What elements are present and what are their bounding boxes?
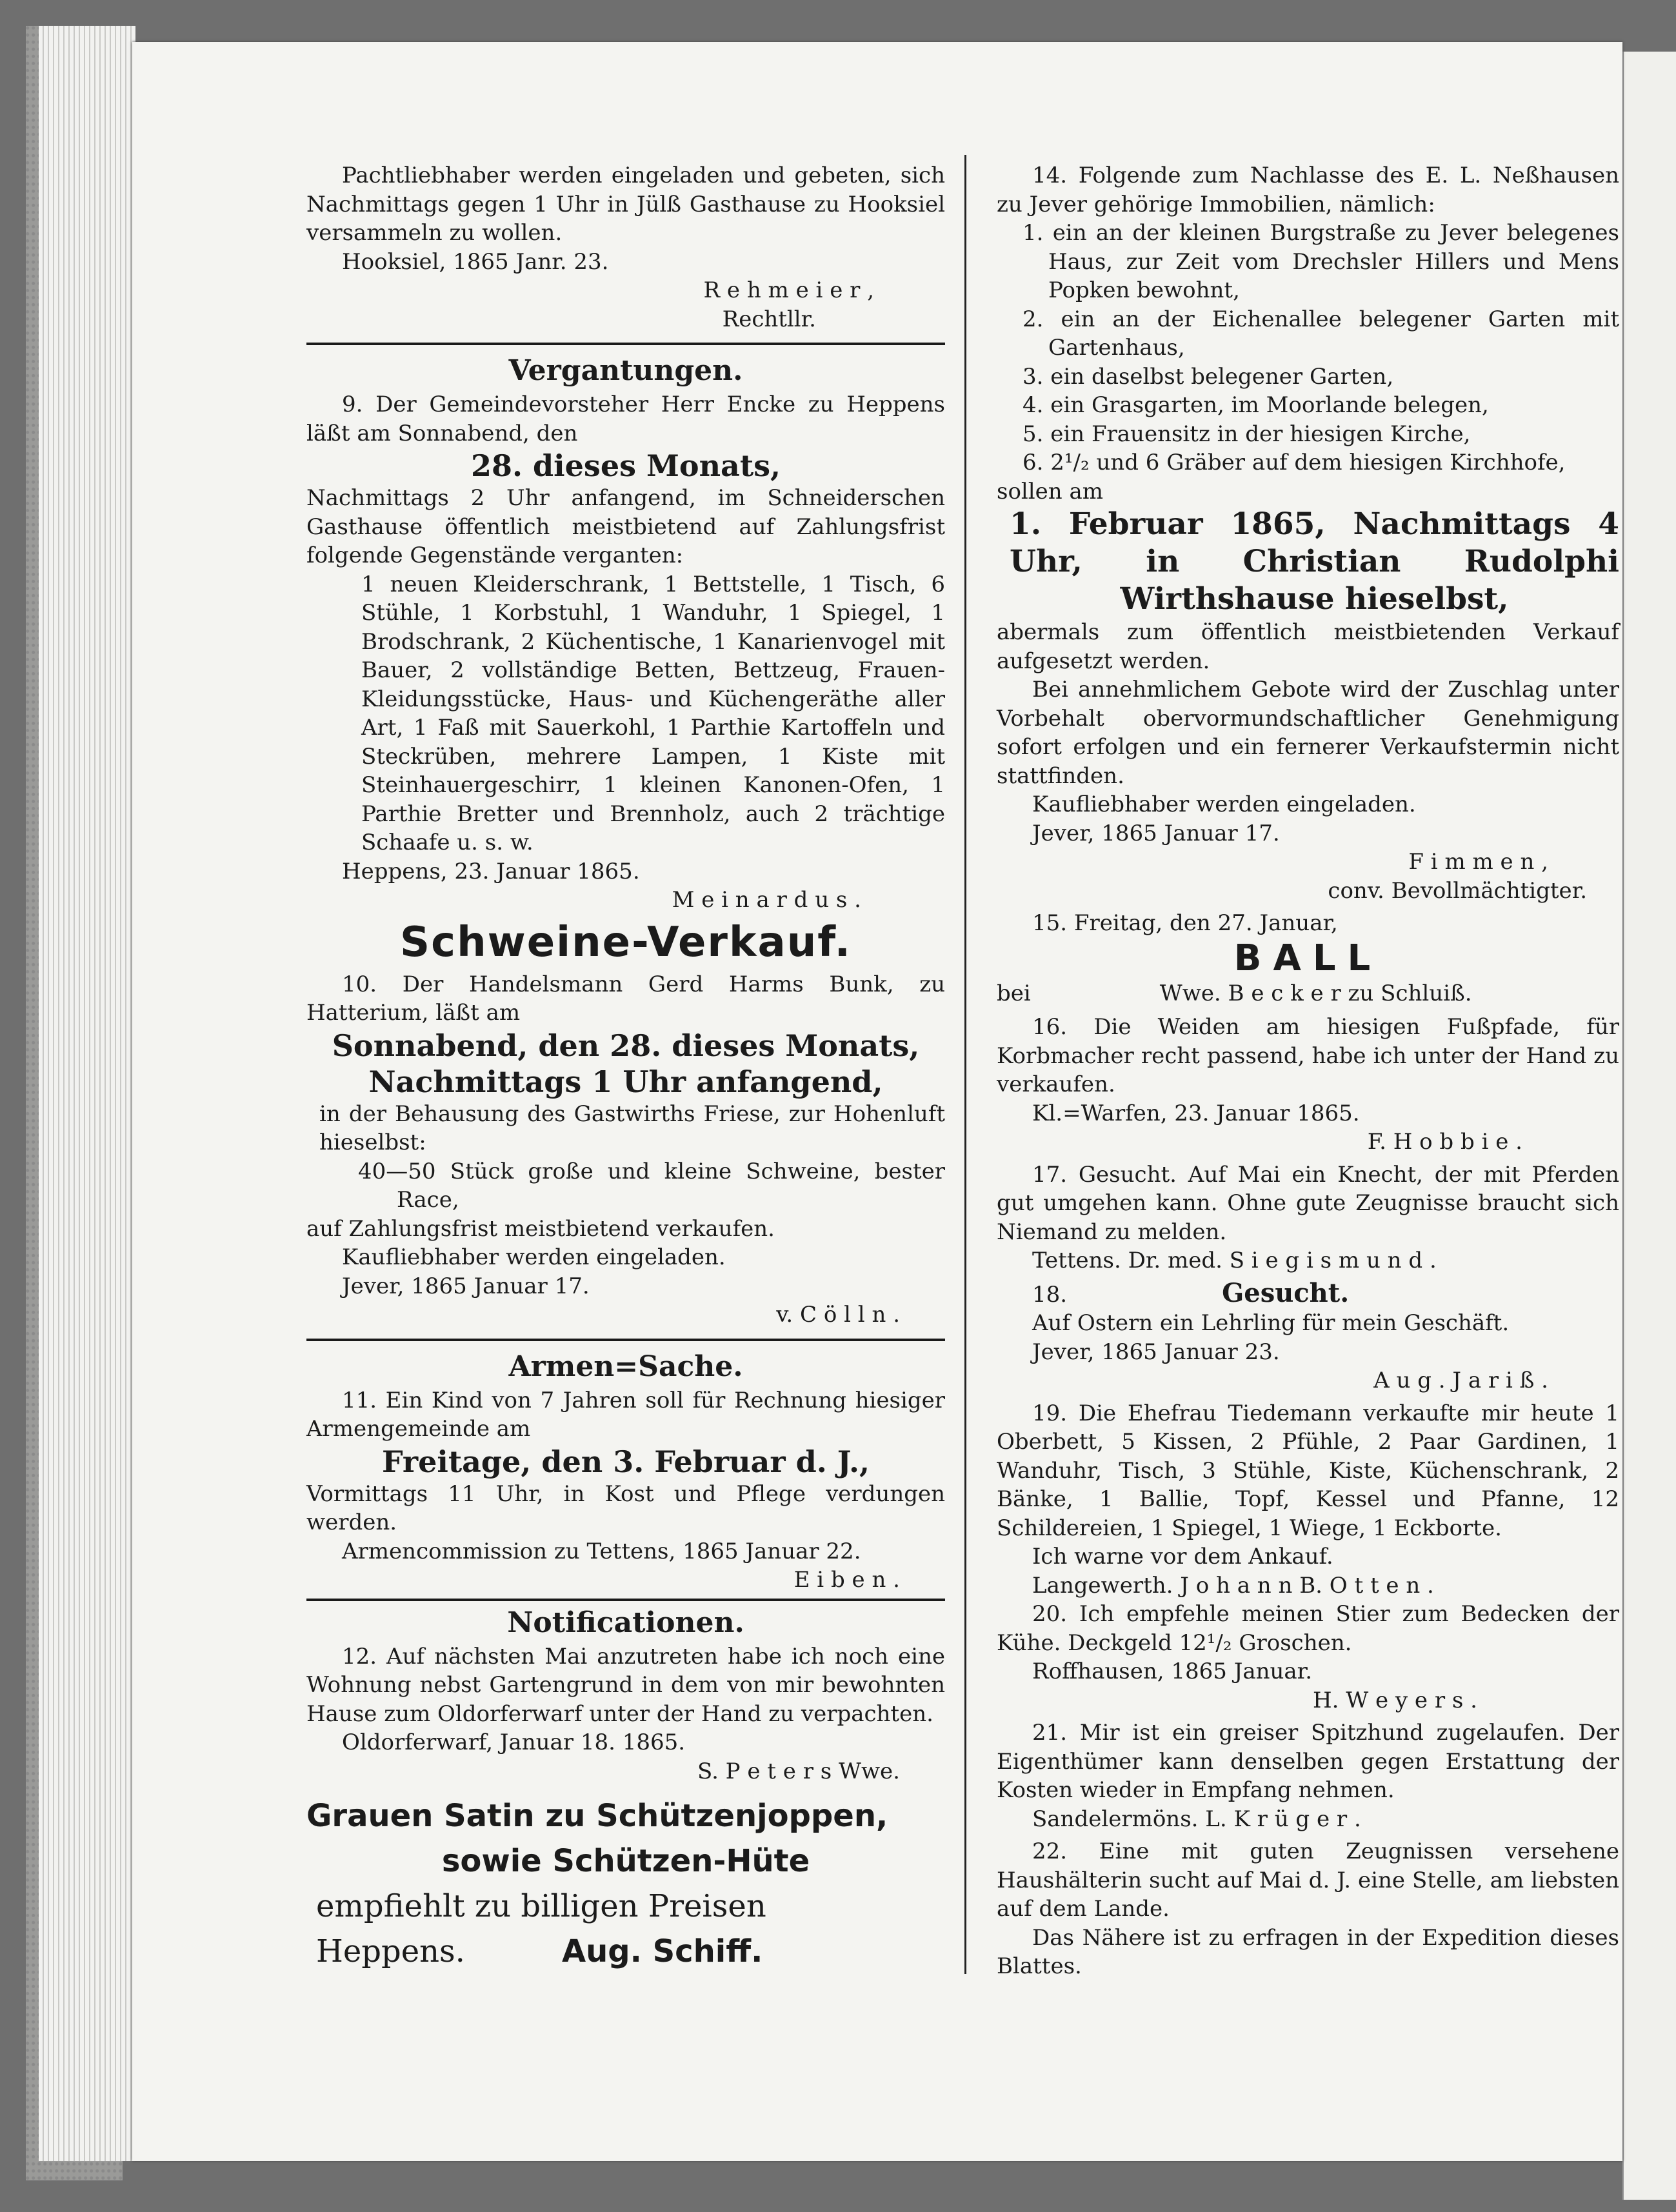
item21-place: Sandelermöns. L. K r ü g e r .: [1032, 1806, 1361, 1832]
ad-line-2: sowie Schützen-Hüte: [441, 1843, 810, 1879]
item19-place: Langewerth. J o h a n n B. O t t e n .: [1032, 1572, 1434, 1599]
notif-place: Oldorferwarf, Januar 18. 1865.: [342, 1729, 686, 1755]
item15-line: [997, 979, 1619, 1008]
item22-text-2: Das Nähere ist zu erfragen in der Expedition dieses Blattes.: [997, 1924, 1619, 1979]
vergantungen-items: 1 neuen Kleiderschrank, 1 Bettstelle, 1 Tisch, 6 Stühle, 1 Korbstuhl, 1 Wanduhr, 1 Spiegel, 1 Brodschrank, 2 Küchentische, 1 Kanarienvogel mit Bauer, 2 vollständige Betten, Bettzeug, Frauen-Kleidungsstücke, Haus- und Küchengeräthe aller Art, 1 Faß mit Sauerkohl, 1 Parthie Kartoffeln und Steckrüben, mehrere Lampen, 1 Kiste mit Steinhauergeschirr, 1 kleinen Kanonen-Ofen, 1 Parthie Bretter und Brennholz, auch 2 trächtige Schaafe u. s. w.: [361, 571, 945, 855]
list-item: 5. ein Frauensitz in der hiesigen Kirche,: [1023, 421, 1471, 447]
item14-sign-title: conv. Bevollmächtigter.: [1328, 877, 1587, 904]
item14-text-2: abermals zum öffentlich meistbietenden Verkauf aufgesetzt werden.: [997, 619, 1619, 674]
item19-text: 19. Die Ehefrau Tiedemann verkaufte mir heute 1 Oberbett, 5 Kissen, 2 Pfühle, 2 Paar Gardinen, 1 Wanduhr, Tisch, 3 Stühle, Kiste, Küchenschrank, 2 Bänke, 1 Ballie, Topf, Kessel und Pfanne, 12 Schildereien, 1 Spiegel, 1 Wiege, 1 Eckborte.: [997, 1400, 1619, 1541]
item16-text: 16. Die Weiden am hiesigen Fußpfade, für Korbmacher recht passend, habe ich unter der Hand zu verkaufen.: [997, 1014, 1619, 1097]
section-rule: [306, 343, 945, 345]
left-column: [306, 161, 945, 1974]
item21-text: 21. Mir ist ein greiser Spitzhund zugelaufen. Der Eigenthümer kann denselben gegen Erstattung der Kosten wieder in Empfang nehmen.: [997, 1720, 1619, 1803]
list-item: 2. ein an der Eichenallee belegener Garten mit Gartenhaus,: [1023, 306, 1619, 361]
vergantungen-text-2: Nachmittags 2 Uhr anfangend, im Schneiderschen Gasthause öffentlich meistbietend auf Zahlungsfrist folgende Gegenstände verganten:: [306, 485, 945, 568]
item14-sign: F i m m e n ,: [1408, 849, 1548, 875]
vergantungen-date: 28. dieses Monats,: [470, 448, 781, 483]
schweine-text: 10. Der Handelsmann Gerd Harms Bunk, zu Hatterium, läßt am: [306, 971, 945, 1026]
list-item: 1. ein an der kleinen Burgstraße zu Jever belegenes Haus, zur Zeit vom Drechsler Hillers und Mens Popken bewohnt,: [1023, 220, 1619, 303]
item20-place: Roffhausen, 1865 Januar.: [1032, 1659, 1312, 1684]
notif-text: 12. Auf nächsten Mai anzutreten habe ich noch eine Wohnung nebst Gartengrund in dem von mir bewohnten Hause zum Oldorferwarf unter der Hand zu verpachten.: [306, 1643, 945, 1727]
list-item: 4. ein Grasgarten, im Moorlande belegen,: [1023, 392, 1489, 418]
armen-date: Freitage, den 3. Februar d. J.,: [382, 1444, 870, 1479]
item19-text-2: Ich warne vor dem Ankauf.: [1032, 1544, 1333, 1569]
page-stack-edge: [39, 26, 135, 2161]
item15-text: 15. Freitag, den 27. Januar,: [1032, 910, 1338, 936]
ad-place-line: [306, 1929, 945, 1974]
item18-heading: Gesucht.: [1222, 1277, 1350, 1308]
item15-bei: bei: [997, 980, 1031, 1006]
item16-place: Kl.=Warfen, 23. Januar 1865.: [1032, 1100, 1360, 1126]
item18-number: 18.: [1032, 1281, 1068, 1308]
schweine-sign: v. C ö l l n .: [776, 1302, 900, 1328]
item15-host: Wwe. B e c k e r zu Schluiß.: [1159, 980, 1472, 1006]
list-item: 6. 2¹/₂ und 6 Gräber auf dem hiesigen Kirchhofe,: [1023, 450, 1566, 475]
armen-text: 11. Ein Kind von 7 Jahren soll für Rechnung hiesiger Armengemeinde am: [306, 1387, 945, 1442]
item14-text: 14. Folgende zum Nachlasse des E. L. Neßhausen zu Jever gehörige Immobilien, nämlich:: [997, 163, 1619, 217]
item17-text: 17. Gesucht. Auf Mai ein Knecht, der mit Pferden gut umgehen kann. Ohne gute Zeugnisse braucht sich Niemand zu melden.: [997, 1161, 1619, 1245]
item18-place: Jever, 1865 Januar 23.: [1032, 1339, 1280, 1365]
intro-place: Hooksiel, 1865 Janr. 23.: [342, 248, 609, 275]
ball-heading: BALL: [1233, 937, 1382, 979]
intro-sign: R e h m e i e r ,: [703, 277, 874, 303]
schweine-text-2: in der Behausung des Gastwirths Friese, zur Hohenluft hieselbst:: [319, 1101, 945, 1155]
next-page-edge: [1622, 52, 1676, 2200]
intro-sign-title: Rechtllr.: [722, 306, 816, 332]
schweine-date-2: Nachmittags 1 Uhr anfangend,: [368, 1064, 883, 1099]
item16-sign: F. H o b b i e .: [1367, 1129, 1522, 1155]
schiff-advertisement: [306, 1793, 945, 1974]
item14-list: [997, 219, 1619, 477]
item18-sign: A u g . J a r i ß .: [1373, 1368, 1548, 1393]
section-rule: [306, 1339, 945, 1341]
ad-sign: Aug. Schiff.: [561, 1933, 763, 1969]
notif-sign: S. P e t e r s Wwe.: [697, 1758, 900, 1784]
schweine-text-4: Kaufliebhaber werden eingeladen.: [342, 1244, 726, 1270]
schweine-items: 40—50 Stück große und kleine Schweine, bester Race,: [358, 1158, 945, 1213]
item17-place: Tettens. Dr. med. S i e g i s m u n d .: [1032, 1248, 1437, 1273]
ad-place: Heppens.: [316, 1933, 465, 1969]
armen-place: Armencommission zu Tettens, 1865 Januar 22.: [342, 1538, 861, 1564]
ad-line-1: Grauen Satin zu Schützenjoppen,: [306, 1798, 888, 1834]
item18-text: Auf Ostern ein Lehrling für mein Geschäft.: [1032, 1310, 1510, 1336]
schweine-place: Jever, 1865 Januar 17.: [342, 1273, 590, 1299]
vergantungen-place: Heppens, 23. Januar 1865.: [342, 858, 640, 884]
notif-heading: Notificationen.: [507, 1606, 744, 1639]
list-item: 3. ein daselbst belegener Garten,: [1023, 363, 1394, 390]
armen-sign: E i b e n .: [793, 1567, 900, 1593]
vergantungen-heading: Vergantungen.: [508, 354, 743, 387]
schweine-heading: Schweine-Verkauf.: [400, 918, 852, 966]
item18-heading-line: [997, 1279, 1619, 1310]
section-rule: [306, 1599, 945, 1601]
item14-place: Jever, 1865 Januar 17.: [1032, 820, 1280, 846]
item14-date: 1. Februar 1865, Nachmittags 4 Uhr, in Christian Rudolphi Wirthshause hieselbst,: [1010, 506, 1619, 617]
item20-sign: H. W e y e r s .: [1312, 1687, 1477, 1713]
schweine-date-1: Sonnabend, den 28. dieses Monats,: [332, 1028, 920, 1063]
item14-text-4: Kaufliebhaber werden eingeladen.: [1032, 792, 1416, 817]
schweine-text-3: auf Zahlungsfrist meistbietend verkaufen.: [306, 1215, 775, 1242]
item20-text: 20. Ich empfehle meinen Stier zum Bedecken der Kühe. Deckgeld 12¹/₂ Groschen.: [997, 1601, 1619, 1656]
armen-text-2: Vormittags 11 Uhr, in Kost und Pflege verdungen werden.: [306, 1480, 945, 1535]
item14-sollen: sollen am: [997, 478, 1104, 504]
column-divider: [964, 155, 966, 1974]
intro-text: Pachtliebhaber werden eingeladen und gebeten, sich Nachmittags gegen 1 Uhr in Jülß Gasthause zu Hooksiel versammeln zu wollen.: [306, 163, 945, 246]
ad-line-3: empfiehlt zu billigen Preisen: [316, 1888, 766, 1924]
armen-heading: Armen=Sache.: [508, 1350, 743, 1383]
item14-text-3: Bei annehmlichem Gebote wird der Zuschlag unter Vorbehalt obervormundschaftlicher Genehmigung sofort erfolgen und ein fernerer Verkaufstermin nicht stattfinden.: [997, 677, 1619, 789]
vergantungen-sign: M e i n a r d u s .: [672, 887, 861, 913]
vergantungen-text: 9. Der Gemeindevorsteher Herr Encke zu Heppens läßt am Sonnabend, den: [306, 392, 945, 446]
right-column: [997, 161, 1619, 1981]
item22-text: 22. Eine mit guten Zeugnissen versehene Haushälterin sucht auf Mai d. J. eine Stelle, am liebsten auf dem Lande.: [997, 1838, 1619, 1922]
